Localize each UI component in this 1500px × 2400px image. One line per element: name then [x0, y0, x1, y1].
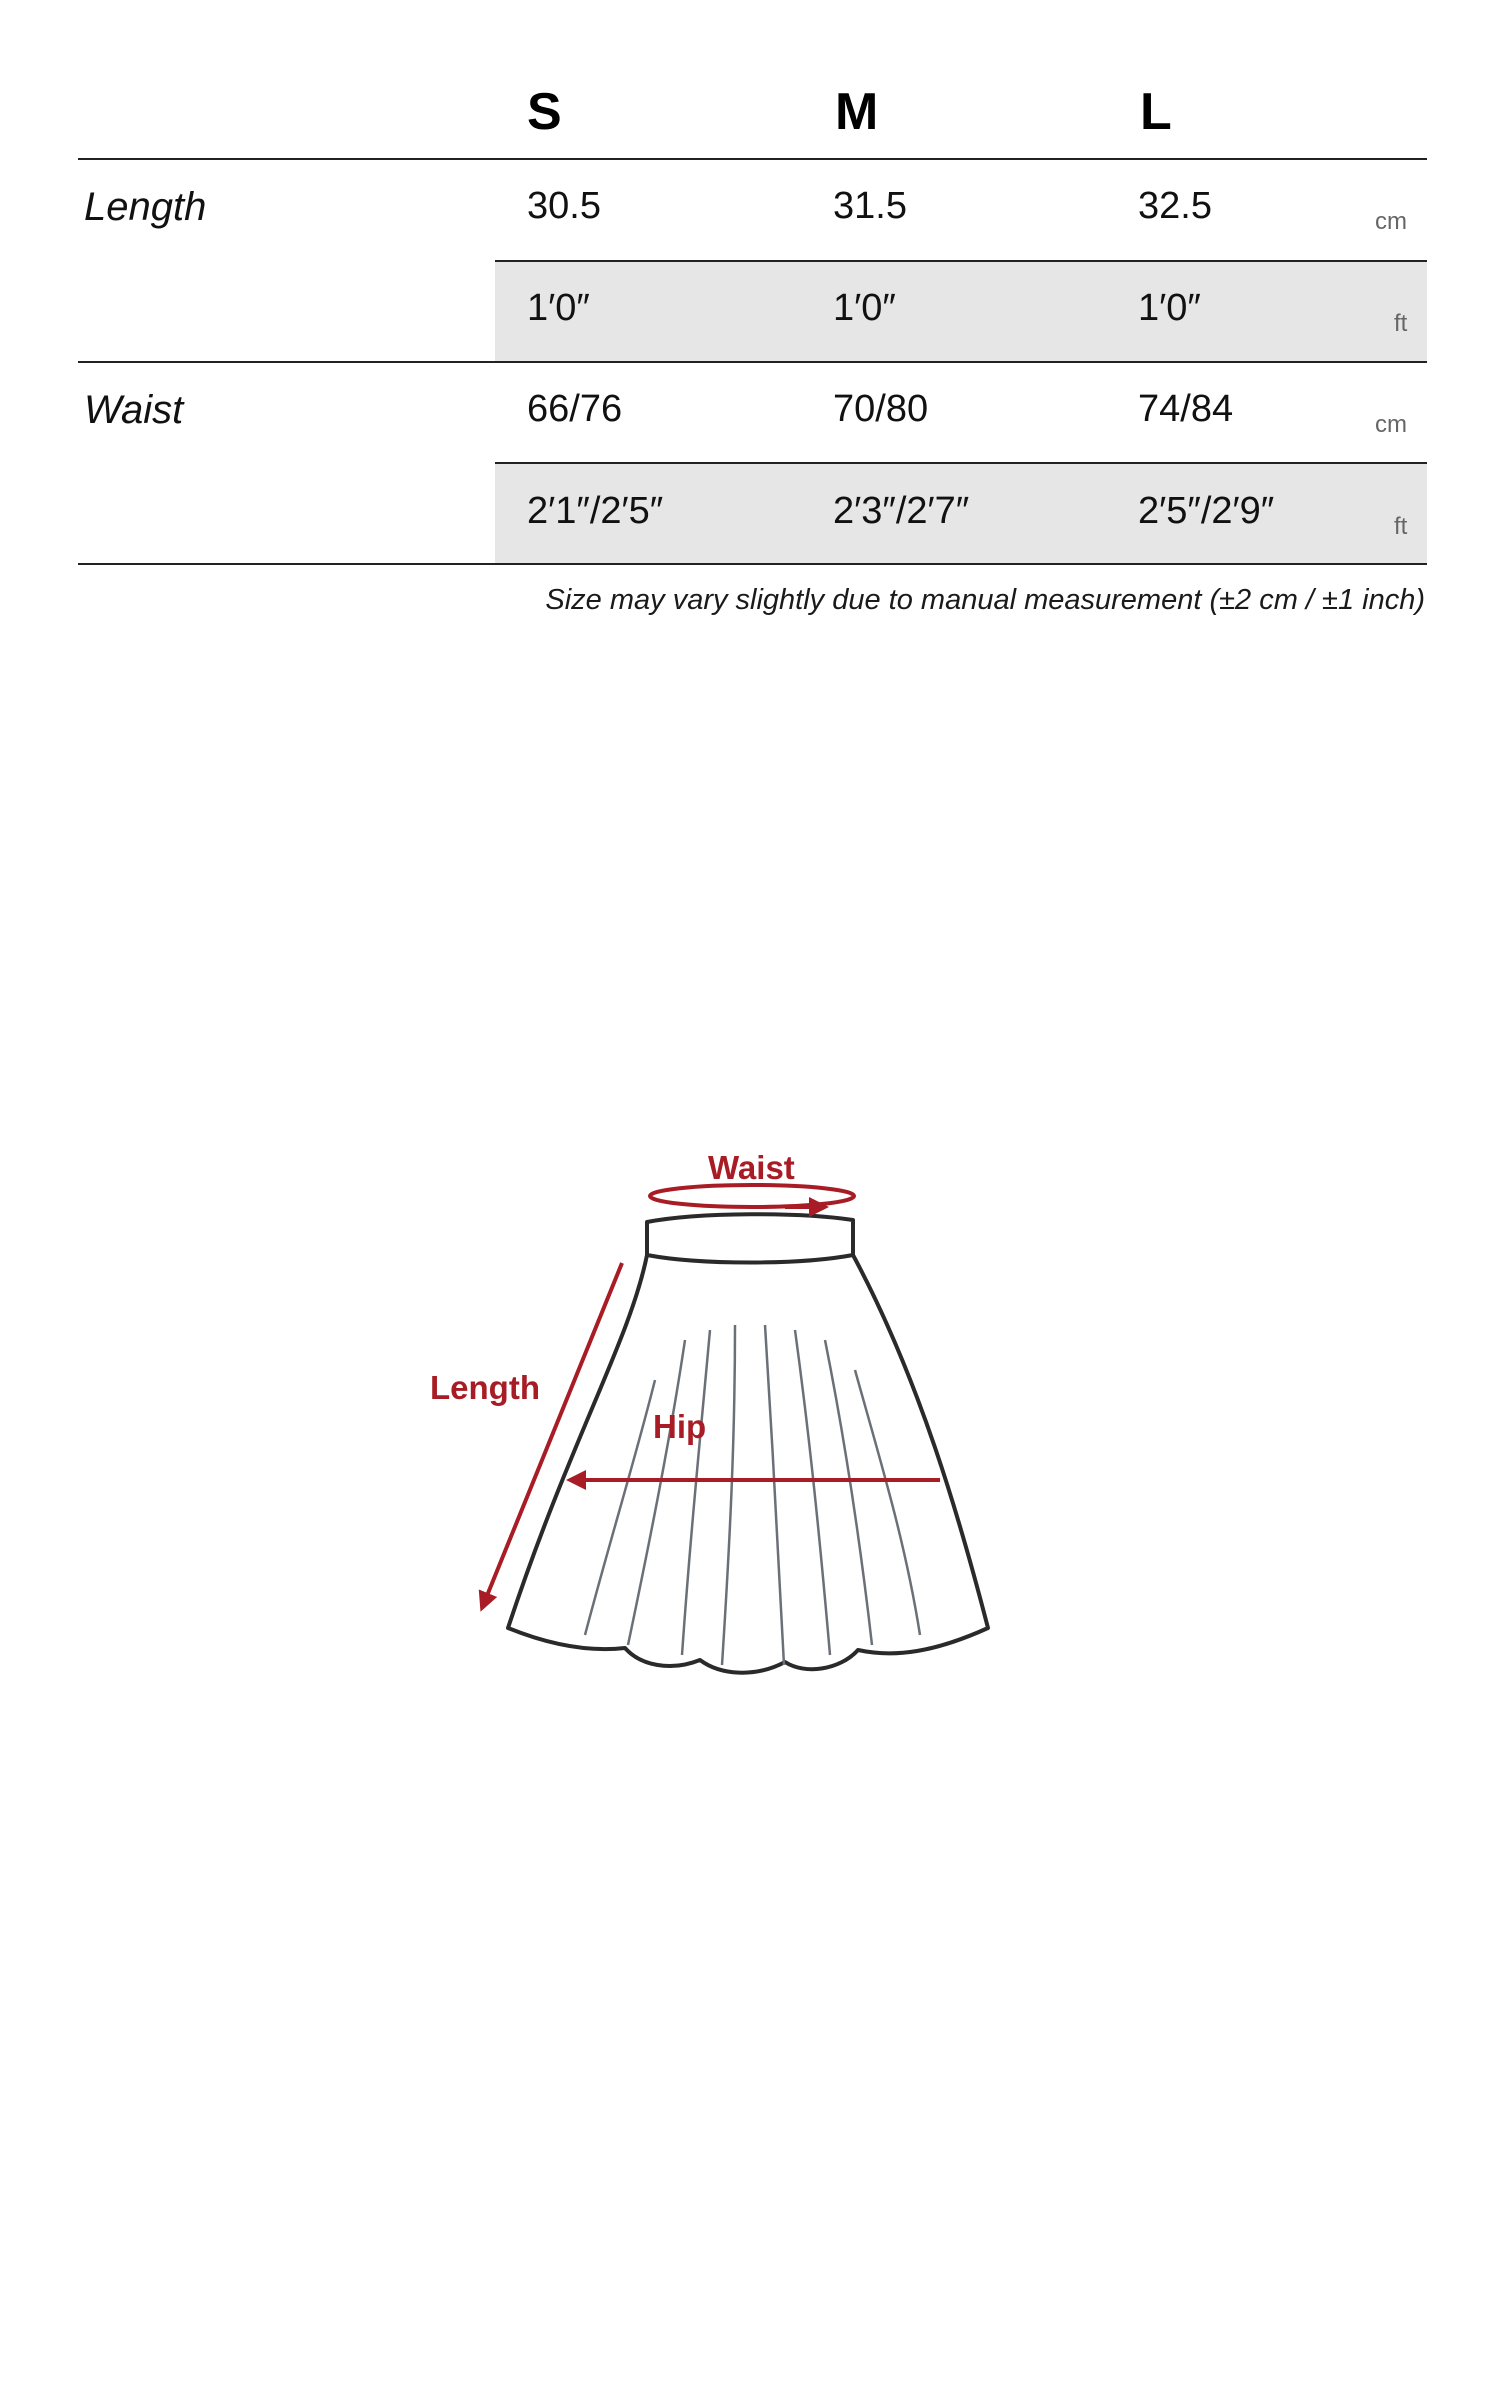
- size-chart-table: [0, 0, 1500, 640]
- waist-label: Waist: [708, 1149, 795, 1186]
- table-top-rule: [78, 158, 1427, 160]
- length-ft-unit: ft: [1394, 310, 1408, 337]
- length-ft-row: [495, 262, 1427, 361]
- table-mid-rule: [78, 361, 1427, 363]
- length-cm-unit: cm: [1375, 208, 1407, 235]
- length-label: Length: [430, 1369, 540, 1406]
- length-cm-l: 32.5: [1138, 185, 1212, 227]
- skirt-illustration: [400, 1140, 1050, 1720]
- skirt-waistband: [647, 1214, 853, 1262]
- length-ft-m: 1′0″: [833, 287, 896, 329]
- skirt-measurement-diagram: [400, 1140, 1050, 1720]
- waist-ft-m: 2′3″/2′7″: [833, 490, 970, 532]
- size-header-l: L: [1140, 83, 1172, 141]
- measurement-note: Size may vary slightly due to manual measurement (±2 cm / ±1 inch): [545, 584, 1425, 616]
- row-label-length: Length: [84, 185, 207, 229]
- waist-ft-unit: ft: [1394, 513, 1408, 540]
- size-header-s: S: [527, 83, 562, 141]
- waist-cm-s: 66/76: [527, 388, 623, 430]
- waist-ft-s: 2′1″/2′5″: [527, 490, 664, 532]
- waist-measure-ellipse: [650, 1185, 854, 1207]
- waist-ft-l: 2′5″/2′9″: [1138, 490, 1275, 532]
- hip-label: Hip: [653, 1408, 707, 1445]
- length-cm-s: 30.5: [527, 185, 601, 227]
- length-ft-l: 1′0″: [1138, 287, 1201, 329]
- waist-cm-m: 70/80: [833, 388, 929, 430]
- row-label-waist: Waist: [84, 388, 184, 432]
- size-header-m: M: [835, 83, 879, 141]
- waist-cm-unit: cm: [1375, 411, 1407, 438]
- length-ft-s: 1′0″: [527, 287, 590, 329]
- length-cm-m: 31.5: [833, 185, 907, 227]
- table-bottom-rule: [78, 563, 1427, 565]
- waist-cm-l: 74/84: [1138, 388, 1234, 430]
